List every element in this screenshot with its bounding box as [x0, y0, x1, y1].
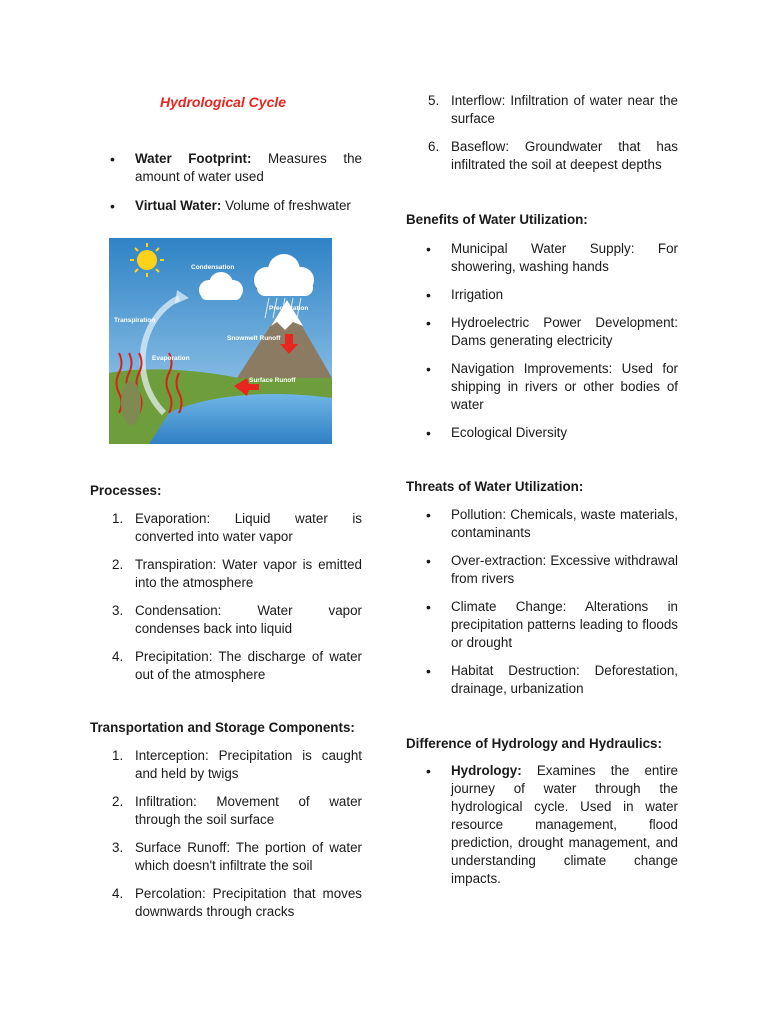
- benefits-heading: Benefits of Water Utilization:: [406, 212, 588, 227]
- bullet-icon: •: [426, 241, 431, 257]
- list-item: 2. Infiltration: Movement of water through the soil surface: [112, 794, 362, 827]
- list-item: • Irrigation: [426, 287, 504, 303]
- list-item: • Climate Change: Alterations in precipitation patterns leading to floods or drought: [426, 599, 678, 650]
- bullet-icon: •: [426, 507, 431, 523]
- tree-icon: [121, 381, 141, 425]
- list-item: • Navigation Improvements: Used for shipping in rivers or other bodies of water: [426, 361, 678, 412]
- list-item: 2. Transpiration: Water vapor is emitted into the atmosphere: [112, 557, 362, 590]
- diagram-label-surface-runoff: Surface Runoff: [249, 377, 296, 384]
- list-item: 6. Baseflow: Groundwater that has infiltrated the soil at deepest depths: [428, 139, 678, 172]
- bullet-icon: •: [110, 198, 115, 214]
- list-item: • Municipal Water Supply: For showering, washing hands: [426, 241, 678, 274]
- list-item: 3. Condensation: Water vapor condenses back into liquid: [112, 603, 362, 636]
- diagram-label-condensation: Condensation: [191, 264, 235, 271]
- diagram-label-transpiration: Transpiration: [114, 317, 156, 324]
- bullet-icon: •: [426, 663, 431, 679]
- bullet-icon: •: [110, 151, 115, 167]
- bullet-icon: •: [426, 425, 431, 441]
- page-title: Hydrological Cycle: [160, 94, 287, 110]
- list-item: 4. Percolation: Precipitation that moves downwards through cracks: [112, 886, 362, 919]
- threats-list: [406, 506, 678, 698]
- list-item: • Pollution: Chemicals, waste materials, contaminants: [426, 507, 678, 540]
- definition-term: Hydrology:: [451, 763, 522, 778]
- difference-list: [406, 762, 678, 888]
- bullet-icon: •: [426, 315, 431, 331]
- definition-text: Volume of freshwater: [225, 198, 351, 213]
- transport-heading: Transportation and Storage Components:: [90, 720, 355, 735]
- hydrological-cycle-diagram: [109, 238, 332, 444]
- definition-term: Water Footprint:: [135, 151, 252, 166]
- list-item: [406, 762, 678, 888]
- processes-heading: Processes:: [90, 483, 162, 498]
- transport-list-left: [90, 747, 362, 921]
- diagram-label-precipitation: Precipitation: [269, 305, 309, 312]
- definition-term: Virtual Water:: [135, 198, 222, 213]
- list-item: • Habitat Destruction: Deforestation, drainage, urbanization: [426, 663, 678, 696]
- bullet-icon: •: [426, 599, 431, 615]
- list-item: • Hydroelectric Power Development: Dams generating electricity: [426, 315, 678, 348]
- definitions-list: [90, 150, 362, 215]
- list-item: 1. Evaporation: Liquid water is converted into water vapor: [112, 511, 362, 544]
- list-item: • Ecological Diversity: [426, 425, 568, 441]
- list-item: • Over-extraction: Excessive withdrawal from rivers: [426, 553, 678, 586]
- threats-heading: Threats of Water Utilization:: [406, 479, 584, 494]
- list-item: 4. Precipitation: The discharge of water out of the atmosphere: [112, 649, 362, 682]
- definition-text: Measures the amount of water used: [135, 151, 362, 184]
- list-item: [90, 197, 362, 215]
- diagram-label-evaporation: Evaporation: [152, 355, 190, 362]
- bullet-icon: •: [426, 361, 431, 377]
- benefits-list: [406, 240, 678, 442]
- definition-text: Examines the entire journey of water through the hydrological cycle. Used in water resource management, flood prediction, drought management, and understanding climate change impacts.: [451, 763, 678, 886]
- bullet-icon: •: [426, 763, 431, 779]
- bullet-icon: •: [426, 553, 431, 569]
- transport-list-right: [406, 92, 678, 174]
- list-item: 5. Interflow: Infiltration of water near the surface: [428, 93, 678, 126]
- diagram-label-snowmelt: Snowmelt Runoff: [227, 335, 281, 342]
- bullet-icon: •: [426, 287, 431, 303]
- processes-list: [90, 510, 362, 684]
- list-item: [90, 150, 362, 186]
- difference-heading: Difference of Hydrology and Hydraulics:: [406, 736, 662, 751]
- list-item: 1. Interception: Precipitation is caught and held by twigs: [112, 748, 362, 781]
- list-item: 3. Surface Runoff: The portion of water which doesn't infiltrate the soil: [112, 840, 362, 873]
- sun-icon: [137, 250, 157, 270]
